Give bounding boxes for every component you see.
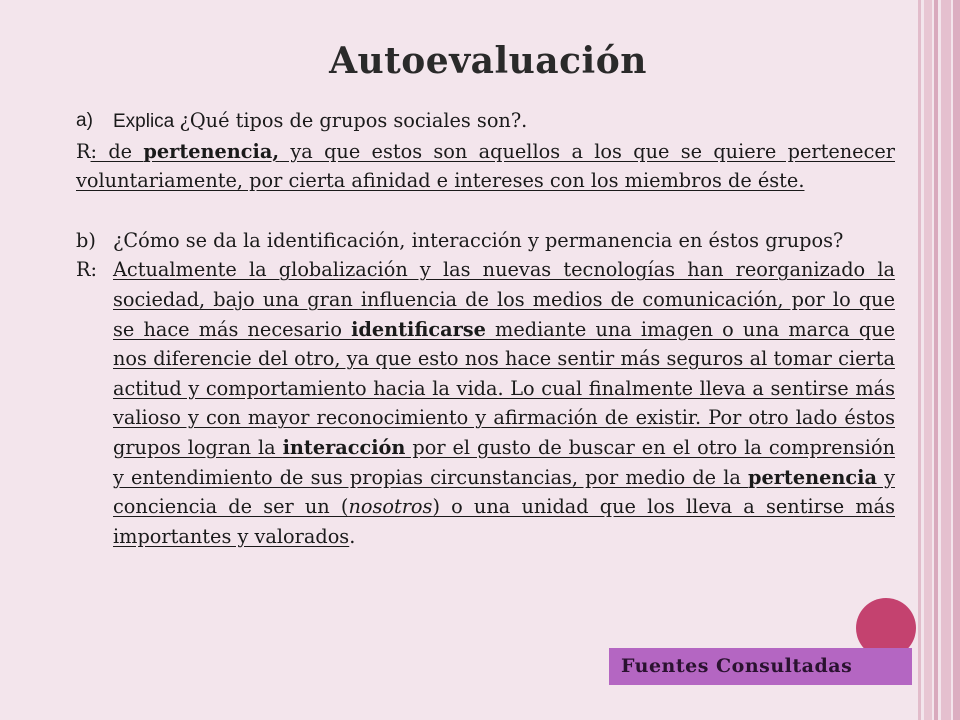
decorative-stripe <box>918 0 921 720</box>
question-b <box>76 226 895 256</box>
question-a <box>76 106 895 137</box>
answer-b-text-1: Actualmente la globalización y las nuevas tecnologías han reorganizado la sociedad, bajo una gran influencia de los medios de comunicación, por lo que se hace más necesario <box>113 258 895 341</box>
answer-a-text-2: ya que estos son aquellos a los que se quiere pertenecer voluntariamente, por cierta afinidad e intereses con los miembros de éste. <box>76 139 895 193</box>
decorative-stripe <box>924 0 932 720</box>
decorative-stripe <box>953 0 960 720</box>
question-b-label: b) <box>76 228 96 252</box>
question-b-text: ¿Cómo se da la identificación, interacción y permanencia en éstos grupos? <box>113 228 844 252</box>
answer-b <box>76 255 895 551</box>
fuentes-consultadas-button[interactable]: Fuentes Consultadas <box>609 648 912 685</box>
answer-b-text-5: ) o una unidad que los lleva a sentirse más importantes y valorados <box>113 495 895 548</box>
answer-b-end: . <box>349 524 356 548</box>
answer-b-label: R: <box>76 258 98 282</box>
slide-content <box>76 106 895 551</box>
answer-b-bold-1: identificarse <box>351 317 486 341</box>
answer-a-text-1: : de <box>90 139 144 163</box>
answer-b-bold-3: pertenencia <box>748 465 877 489</box>
answer-b-italic-1: nosotros <box>348 495 433 519</box>
decorative-stripe <box>934 0 938 720</box>
slide-title: Autoevaluación <box>329 40 647 82</box>
question-a-prefix: Explica <box>113 111 180 132</box>
question-a-label: a) <box>76 110 93 131</box>
answer-b-bold-2: interacción <box>282 435 406 459</box>
answer-a <box>76 137 895 196</box>
question-a-text: ¿Qué tipos de grupos sociales son?. <box>179 109 528 132</box>
answer-b-text-2: mediante una imagen o una marca que nos diferencie del otro, ya que esto nos hace sentir más seguros al tomar cierta actitud y comportamiento hacia la vida. Lo cual finalmente lleva a sentirse más valioso y con mayor reconocimiento y afirmación de existir. Por otro lado éstos grupos logran la <box>113 317 895 459</box>
decorative-stripe <box>941 0 951 720</box>
answer-a-bold-1: pertenencia, <box>143 139 280 163</box>
answer-b-text-4: y conciencia de ser un ( <box>113 465 895 519</box>
answer-a-label: R <box>76 139 91 163</box>
answer-b-text-3: por el gusto de buscar en el otro la comprensión y entendimiento de sus propias circunstancias, por medio de la <box>113 435 895 489</box>
